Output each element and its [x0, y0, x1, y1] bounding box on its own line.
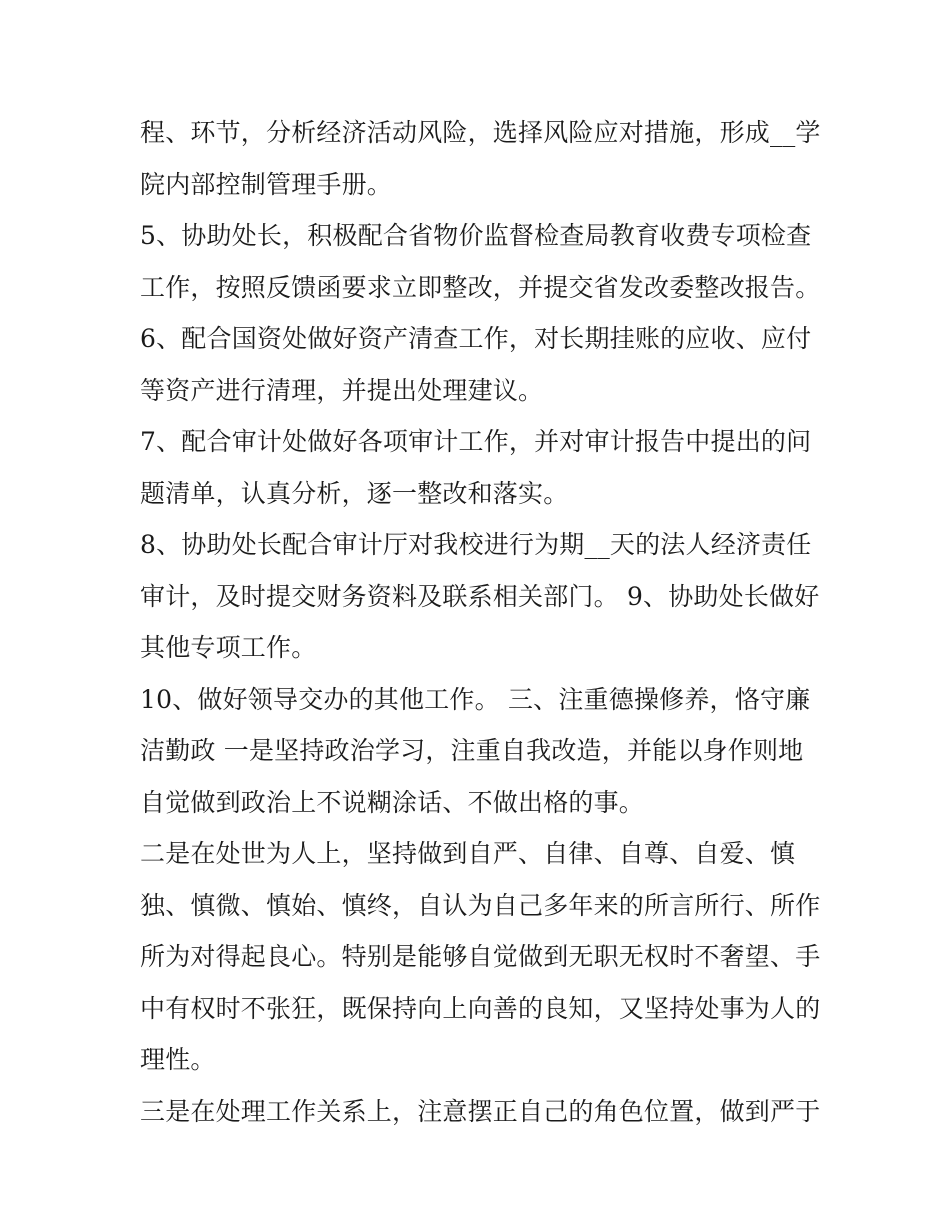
document-body: [140, 107, 820, 1137]
text-line: 洁勤政 一是坚持政治学习，注重自我改造，并能以身作则地: [140, 736, 804, 765]
text-line: 8、协助处长配合审计厅对我校进行为期__天的法人经济责任: [140, 530, 812, 559]
text-line: 所为对得起良心。特别是能够自觉做到无职无权时不奢望、手: [140, 942, 821, 971]
text-line: 独、慎微、慎始、慎终，自认为自己多年来的所言所行、所作: [140, 890, 821, 920]
text-line: 等资产进行清理，并提出处理建议。: [140, 375, 544, 405]
text-line: 程、环节，分析经济活动风险，选择风险应对措施，形成__学: [140, 118, 821, 147]
text-line: 审计，及时提交财务资料及联系相关部门。 9、协助处长做好: [140, 581, 820, 611]
text-line: 二是在处世为人上，坚持做到自严、自律、自尊、自爱、慎: [140, 839, 796, 868]
text-line: 题清单，认真分析，逐一整改和落实。: [140, 478, 569, 508]
text-line: 7、配合审计处做好各项审计工作，并对审计报告中提出的问: [140, 427, 812, 456]
text-line: 工作，按照反馈函要求立即整改，并提交省发改委整改报告。: [140, 272, 821, 302]
text-line: 中有权时不张狂，既保持向上向善的良知，又坚持处事为人的: [140, 993, 821, 1023]
text-line: 10、做好领导交办的其他工作。 三、注重德操修养，恪守廉: [140, 684, 811, 714]
text-line: 院内部控制管理手册。: [140, 169, 393, 199]
text-line: 6、配合国资处做好资产清查工作，对长期挂账的应收、应付: [140, 324, 812, 353]
text-line: 理性。: [140, 1045, 216, 1074]
text-line: 自觉做到政治上不说糊涂话、不做出格的事。: [140, 787, 645, 817]
text-line: 5、协助处长，积极配合省物价监督检查局教育收费专项检查: [140, 221, 812, 250]
text-line: 其他专项工作。: [140, 633, 317, 662]
text-line: 三是在处理工作关系上，注意摆正自己的角色位置，做到严于: [140, 1096, 821, 1126]
